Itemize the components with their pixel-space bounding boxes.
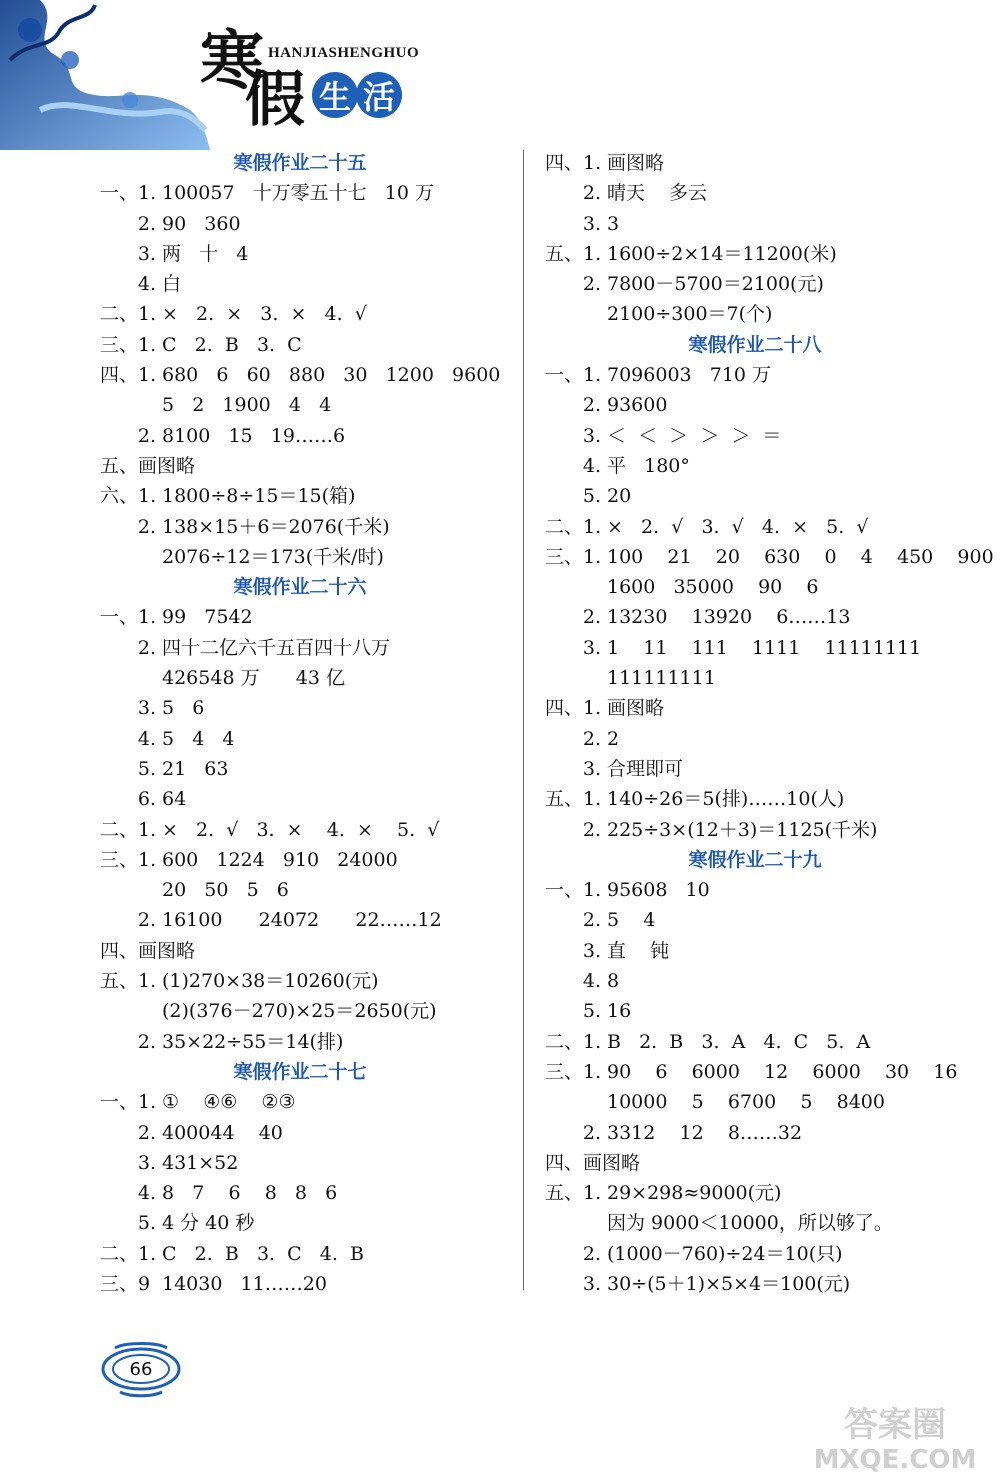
answer-text: 30÷(5＋1)×5×4＝100(元) [607,1272,851,1295]
answer-text: 3 [607,212,620,235]
answer-text: (1000－760)÷24＝10(只) [607,1242,843,1265]
answer-text: 两 十 4 [162,242,249,265]
answer-row [100,330,500,360]
answer-text: C 2. B 3. C [162,333,302,356]
answer-label: 3. [137,1151,156,1174]
answer-text: 21 63 [162,757,229,780]
answer-text: 95608 10 [607,879,710,902]
answer-text: 35×22÷55＝14(排) [162,1030,344,1053]
answer-label: 2. [137,1030,156,1053]
answer-text: 225÷3×(12＋3)＝1125(千米) [607,818,878,841]
answer-text: 140÷26＝5(排)……10(人) [607,788,845,811]
answer-label: 2. [582,606,601,629]
answer-row [545,390,965,420]
answer-text: 20 [607,485,632,508]
answer-text: 100057 十万零五十七 10 万 [162,182,434,205]
answer-label: 3. [582,1272,601,1295]
answer-row [100,178,500,208]
answer-text: 29×298≈9000(元) [607,1182,782,1205]
answer-row [100,1087,500,1117]
answer-label: 3. [137,697,156,720]
answer-row [100,845,500,875]
answer-label: 3. [582,636,601,659]
answer-text: 晴天 多云 [607,182,708,205]
answer-row [100,1208,500,1238]
answer-text: 画图略 [607,697,665,720]
answer-label: 4. [137,273,156,296]
answer-label: 三、1. [545,545,602,568]
answer-label: 三、1. [100,848,157,871]
title-pinyin: HANJIASHENGHUO [268,45,420,61]
answer-label: 2. [582,394,601,417]
answer-text: 2076÷12＝173(千米/时) [162,545,384,568]
answer-label: 二、1. [100,818,157,841]
answer-text: (2)(376－270)×25＝2650(元) [162,1000,437,1023]
answer-label: 2. [582,818,601,841]
answer-label: 2. [137,212,156,235]
answer-text: (1)270×38＝10260(元) [162,970,379,993]
answer-row [545,209,965,239]
answer-label: 2. [137,909,156,932]
page-number: 66 [129,1358,153,1380]
answer-row [100,390,500,420]
answer-row [545,512,965,542]
answer-label: 5. [582,1000,601,1023]
answer-label: 4. [582,454,601,477]
answer-text: 90 360 [162,212,241,235]
answer-label: 四、画图略 [100,939,196,962]
answer-label: 2. [137,424,156,447]
answer-label: 二、1. [100,303,157,326]
answer-label: 5. [137,757,156,780]
answer-row [545,269,965,299]
title-char-1: 寒 [200,24,264,99]
answer-label: 2. [137,1121,156,1144]
title-char-3: 生 [312,72,358,118]
answer-label: 三、1. [545,1060,602,1083]
answer-text: 7800－5700＝2100(元) [607,273,824,296]
answer-text: 直 钝 [607,939,670,962]
answer-label: 四、1. [100,364,157,387]
answer-row [100,754,500,784]
answer-text: 111111111 [607,667,716,690]
answer-row [100,693,500,723]
answer-label: 五、1. [545,788,602,811]
answer-row [545,815,965,845]
answer-label: 4. [582,970,601,993]
answer-row [100,360,500,390]
answer-label: 五、1. [545,1182,602,1205]
answer-text: 2100÷300＝7(个) [607,303,773,326]
answer-label: 五、1. [100,970,157,993]
answer-row [545,1239,965,1269]
answer-row [545,451,965,481]
answer-row [100,1148,500,1178]
answer-label: 2. [582,909,601,932]
answer-text: 1600÷2×14＝11200(米) [607,242,837,265]
answer-row [100,421,500,451]
answer-text: 16 [607,1000,632,1023]
answer-text: 90 6 6000 12 6000 30 16 [607,1060,958,1083]
answer-row [100,1178,500,1208]
answer-row [545,875,965,905]
answer-text: × 2. √ 3. √ 4. × 5. √ [607,515,869,538]
answer-label: 五、画图略 [100,454,196,477]
section-title: 寒假作业二十八 [688,333,822,356]
answer-text: 16100 24072 22……12 [162,909,442,932]
watermark-text: 答案圈 [844,1405,946,1445]
answer-text: 64 [162,788,187,811]
answer-text: 10000 5 6700 5 8400 [607,1091,885,1114]
answer-label: 一、1. [545,879,602,902]
header [0,0,440,150]
watermark [800,1396,990,1476]
answer-row [100,1118,500,1148]
answer-text: ① ④⑥ ②③ [162,1091,296,1114]
answer-row [545,633,965,663]
answer-label: 二、1. [545,1030,602,1053]
answer-row [545,1118,965,1148]
answer-row [545,299,965,329]
answer-text: 400044 40 [162,1121,283,1144]
answer-label: 3. [582,424,601,447]
answer-label: 五、1. [545,242,602,265]
answer-row [100,481,500,511]
answer-row [100,602,500,632]
watermark-logo [800,1396,990,1476]
answer-text: 1800÷8÷15＝15(箱) [162,485,356,508]
right-column [545,148,994,1299]
answer-label: 3. [582,212,601,235]
answer-row [545,421,965,451]
answer-text: C 2. B 3. C 4. B [162,1242,364,1265]
answer-row [545,905,965,935]
answer-row [545,754,965,784]
answer-label: 2. [582,727,601,750]
answer-row [545,1087,965,1117]
answer-label: 一、1. [100,606,157,629]
title-char-4: 活 [356,72,402,118]
answer-row [100,784,500,814]
answer-label: 一、1. [100,1091,157,1114]
answer-label: 二、1. [100,1242,157,1265]
answer-text: 5 2 1900 4 4 [162,394,332,417]
answer-row [100,512,500,542]
answer-text: ＜ ＜ ＞ ＞ ＞ ＝ [607,424,782,447]
answer-row [545,360,965,390]
answer-text: 5 4 [607,909,656,932]
answer-label: 5. [137,1212,156,1235]
answer-text: 7096003 710 万 [607,364,772,387]
answer-label: 2. [137,636,156,659]
answer-text: 20 50 5 6 [162,879,289,902]
answer-label: 3. [137,242,156,265]
answer-row [100,239,500,269]
answer-row [100,815,500,845]
answer-text: 8 7 6 8 8 6 [162,1182,338,1205]
watermark-url: MXQE.COM [813,1445,977,1475]
answer-row [545,1148,965,1178]
answer-text: 合理即可 [607,757,684,780]
answer-text: 14030 11……20 [162,1272,327,1295]
answer-text: 600 1224 910 24000 [162,848,398,871]
answer-row [545,996,965,1026]
answer-label: 4. [137,1182,156,1205]
answer-row [545,542,994,572]
answer-text: 426548 万 43 亿 [162,667,346,690]
answer-row [545,481,965,511]
answer-row [100,299,500,329]
answer-label: 2. [582,182,601,205]
answer-text: 100 21 20 630 0 4 450 900 [607,545,994,568]
column-divider [523,150,524,1290]
answer-label: 六、1. [100,485,157,508]
answer-row [545,936,965,966]
answer-text: 99 7542 [162,606,253,629]
title-char-2: 假 [245,65,305,135]
answer-row [100,633,500,663]
landscape-illustration [0,0,210,150]
answer-row [545,1208,965,1238]
answer-row [100,966,500,996]
answer-row [100,875,500,905]
answer-text: 5 6 [162,697,205,720]
answer-text: 四十二亿六千五百四十八万 [162,636,391,659]
answer-row [100,451,500,481]
page-number-badge [100,1340,182,1398]
answer-row [545,784,965,814]
answer-text: 431×52 [162,1151,239,1174]
answer-text: 5 4 4 [162,727,235,750]
answer-row [100,269,500,299]
answer-text: 白 [162,273,182,296]
answer-row [545,239,965,269]
answer-text: 8100 15 19……6 [162,424,346,447]
answer-row [100,724,500,754]
section-title: 寒假作业二十五 [233,152,367,174]
answer-row [545,572,965,602]
answer-row [545,1027,965,1057]
answer-row [545,693,965,723]
answer-label: 3. [582,757,601,780]
answer-text: 平 180° [607,454,690,477]
answer-row [545,1057,965,1087]
answer-row [100,1027,500,1057]
answer-label: 6. [137,788,156,811]
answer-label: 一、1. [545,364,602,387]
answer-label: 2. [582,1242,601,1265]
answer-text: × 2. × 3. × 4. √ [162,303,367,326]
answer-text: 93600 [607,394,668,417]
answer-label: 四、1. [545,697,602,720]
answer-row [100,936,500,966]
answer-text: 4 分 40 秒 [162,1212,255,1235]
answer-label: 三、9 [100,1272,151,1295]
answer-label: 5. [582,485,601,508]
answer-label: 四、画图略 [545,1151,641,1174]
answer-row [545,966,965,996]
answer-label: 2. [137,515,156,538]
section-title: 寒假作业二十六 [233,576,367,599]
answer-row [545,602,965,632]
answer-text: × 2. √ 3. × 4. × 5. √ [162,818,440,841]
answer-row [100,1269,500,1299]
answer-label: 2. [582,1121,601,1144]
answer-row [100,996,500,1026]
answer-row [545,724,965,754]
answer-text: 因为 9000＜10000，所以够了。 [607,1212,893,1235]
answer-text: 138×15＋6＝2076(千米) [162,515,390,538]
answer-text: 1 11 111 1111 11111111 [607,636,922,659]
answer-text: B 2. B 3. A 4. C 5. A [607,1030,871,1053]
section-title: 寒假作业二十九 [688,848,822,871]
answer-row [100,1239,500,1269]
answer-row [545,148,965,178]
answer-label: 三、1. [100,333,157,356]
answer-text: 2 [607,727,620,750]
answer-label: 3. [582,939,601,962]
answer-text: 3312 12 8……32 [607,1121,803,1144]
left-column [100,148,500,1299]
answer-row [100,542,500,572]
answer-label: 一、1. [100,182,157,205]
answer-text: 8 [607,970,620,993]
answer-text: 画图略 [607,152,665,174]
answer-row [100,209,500,239]
answer-row [545,178,965,208]
answer-row [100,905,500,935]
answer-text: 1600 35000 90 6 [607,576,819,599]
answer-text: 680 6 60 880 30 1200 9600 [162,364,501,387]
answer-text: 13230 13920 6……13 [607,606,851,629]
answer-label: 四、1. [545,152,602,174]
answer-label: 4. [137,727,156,750]
answer-row [545,1178,965,1208]
answer-label: 2. [582,273,601,296]
answer-label: 二、1. [545,515,602,538]
section-title: 寒假作业二十七 [233,1060,367,1083]
answer-row [545,663,965,693]
answer-row [545,1269,965,1299]
answer-row [100,663,500,693]
